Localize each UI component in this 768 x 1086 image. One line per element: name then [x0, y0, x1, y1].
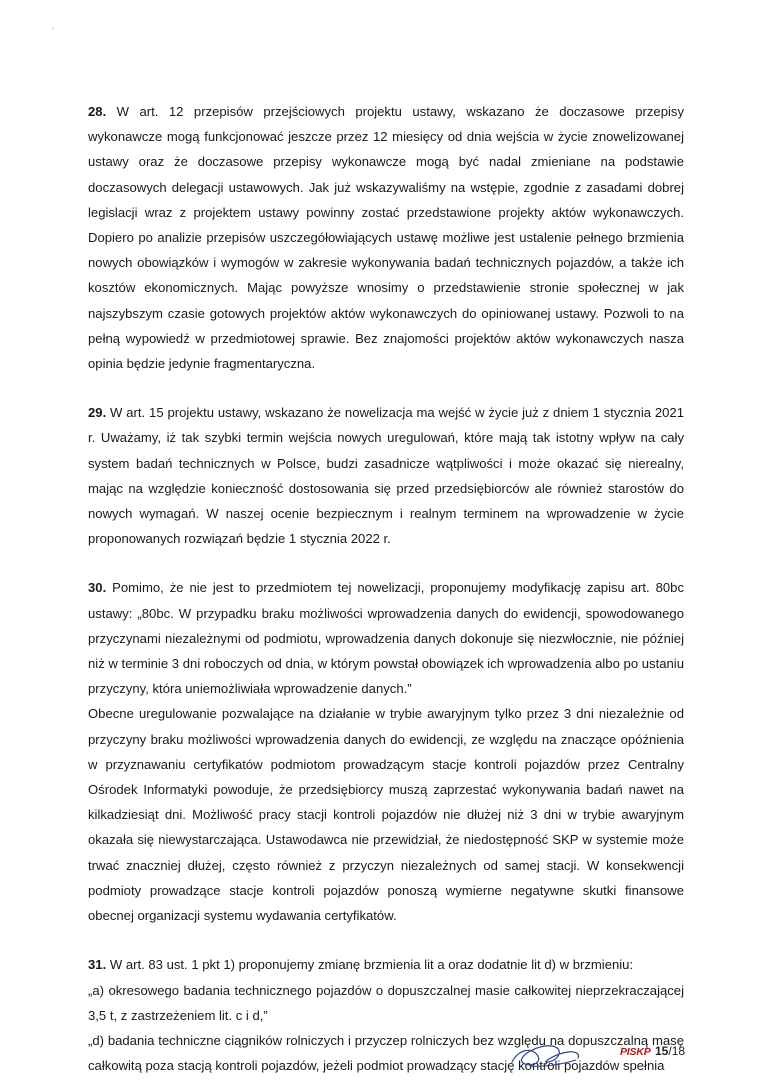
quote-item-d	[88, 1028, 684, 1078]
paragraph-31	[88, 952, 684, 977]
paragraph-text: Obecne uregulowanie pozwalające na działanie w trybie awaryjnym tylko przez 3 dni niezależnie od przyczyny braku możliwości wprowadzenia danych do ewidencji, ze względu na znaczące opóźnienia w przyznawaniu certyfikatów podmiotom prowadzącym stacje kontroli pojazdów przez Centralny Ośrodek Informatyki powoduje, że przedsiębiorcy muszą zaprzestać wykonywania badań nawet na kilkadziesiąt dni. Możliwość pracy stacji kontroli pojazdów nie dłużej niż 3 dni w trybie awaryjnym okazała się niewystarczająca. Ustawodawca nie przewidział, że niedostępność SKP w systemie może trwać znaczniej dłużej, często również z przyczyn niezależnych od samej stacji. W konsekwencji podmioty prowadzące stacje kontroli pojazdów ponoszą wymierne negatywne skutki finansowe obecnej organizacji systemu wydawania certyfikatów.	[88, 706, 684, 924]
page-current: 15	[655, 1044, 669, 1058]
piskp-logo: PISKP	[620, 1046, 651, 1058]
document-body	[88, 99, 684, 1078]
paragraph-number: 29.	[88, 405, 107, 421]
paragraph-text: „a) okresowego badania technicznego pojazdów o dopuszczalnej masie całkowitej nieprzekraczającej 3,5 t, z zastrzeżeniem lit. c i d,”	[88, 982, 684, 1023]
handwritten-signature	[508, 1036, 584, 1072]
paragraph-30-continued	[88, 701, 684, 928]
paragraph-number: 30.	[88, 580, 107, 596]
paragraph-text: „d) badania techniczne ciągników rolniczych i przyczep rolniczych bez względu na dopuszczalną masę całkowitą poza stacją kontroli pojazdów, jeżeli podmiot prowadzący stację kontroli pojazdów spełnia	[88, 1032, 684, 1074]
paragraph-29	[88, 400, 684, 551]
paragraph-number: 31.	[88, 957, 107, 973]
paragraph-text: W art. 83 ust. 1 pkt 1) proponujemy zmianę brzmienia lit a oraz dodatnie lit d) w brzmieniu:	[106, 957, 634, 973]
page-number	[655, 1044, 685, 1058]
paragraph-text: W art. 15 projektu ustawy, wskazano że nowelizacja ma wejść w życie już z dniem 1 stycznia 2021 r. Uważamy, iż tak szybki termin wejścia nowych uregulowań, które mają tak istotny wpływ na cały system badań technicznych w Polsce, budzi zasadnicze wątpliwości i może okazać się nierealny, mając na względzie konieczność dostosowania się przed przedsiębiorców ale również starostów do nowych wymagań. W naszej ocenie bezpiecznym i realnym terminem na wprowadzenie w życie proponowanych rozwiązań będzie 1 stycznia 2022 r.	[88, 405, 684, 547]
paragraph-30	[88, 575, 684, 701]
quote-item-a	[88, 978, 684, 1028]
scan-mark: '	[52, 26, 54, 36]
page-total: /18	[668, 1044, 686, 1058]
paragraph-number: 28.	[88, 104, 107, 119]
paragraph-28	[88, 99, 684, 376]
paragraph-text: W art. 12 przepisów przejściowych projektu ustawy, wskazano że doczasowe przepisy wykonawcze mogą funkcjonować jeszcze przez 12 miesięcy od dnia wejścia w życie znowelizowanej ustawy oraz że doczasowe przepisy wykonawcze mogą być nadal zmieniane na podstawie doczasowych delegacji ustawowych. Jak już wskazywaliśmy na wstępie, zgodnie z zasadami dobrej legislacji wraz z projektem ustawy powinny zostać przedstawione projekty aktów wykonawczych. Dopiero po analizie przepisów uszczegółowiających ustawę możliwe jest ustalenie pełnego brzmienia nowych obowiązków i wymogów w zakresie wykonywania badań technicznych pojazdów, a także ich kosztów ekonomicznych. Mając powyższe wnosimy o przedstawienie stronie społecznej w jak najszybszym czasie gotowych projektów aktów wykonawczych do opiniowanej ustawy. Pozwoli to na pełną wypowiedź w przedmiotowej sprawie. Bez znajomości projektów aktów wykonawczych nasza opinia będzie jedynie fragmentaryczna.	[88, 104, 684, 372]
paragraph-text: Pomimo, że nie jest to przedmiotem tej nowelizacji, proponujemy modyfikację zapisu art. 80bc ustawy: „80bc. W przypadku braku możliwości wprowadzenia danych do ewidencji, spowodowanego przyczynami niezależnymi od podmiotu, wprowadzenia danych dokonuje się niezwłocznie, nie później niż w terminie 3 dni roboczych od dnia, w którym powstał obowiązek ich wprowadzenia albo po ustaniu przyczyny, która uniemożliwiała wprowadzenie danych.”	[88, 580, 684, 697]
